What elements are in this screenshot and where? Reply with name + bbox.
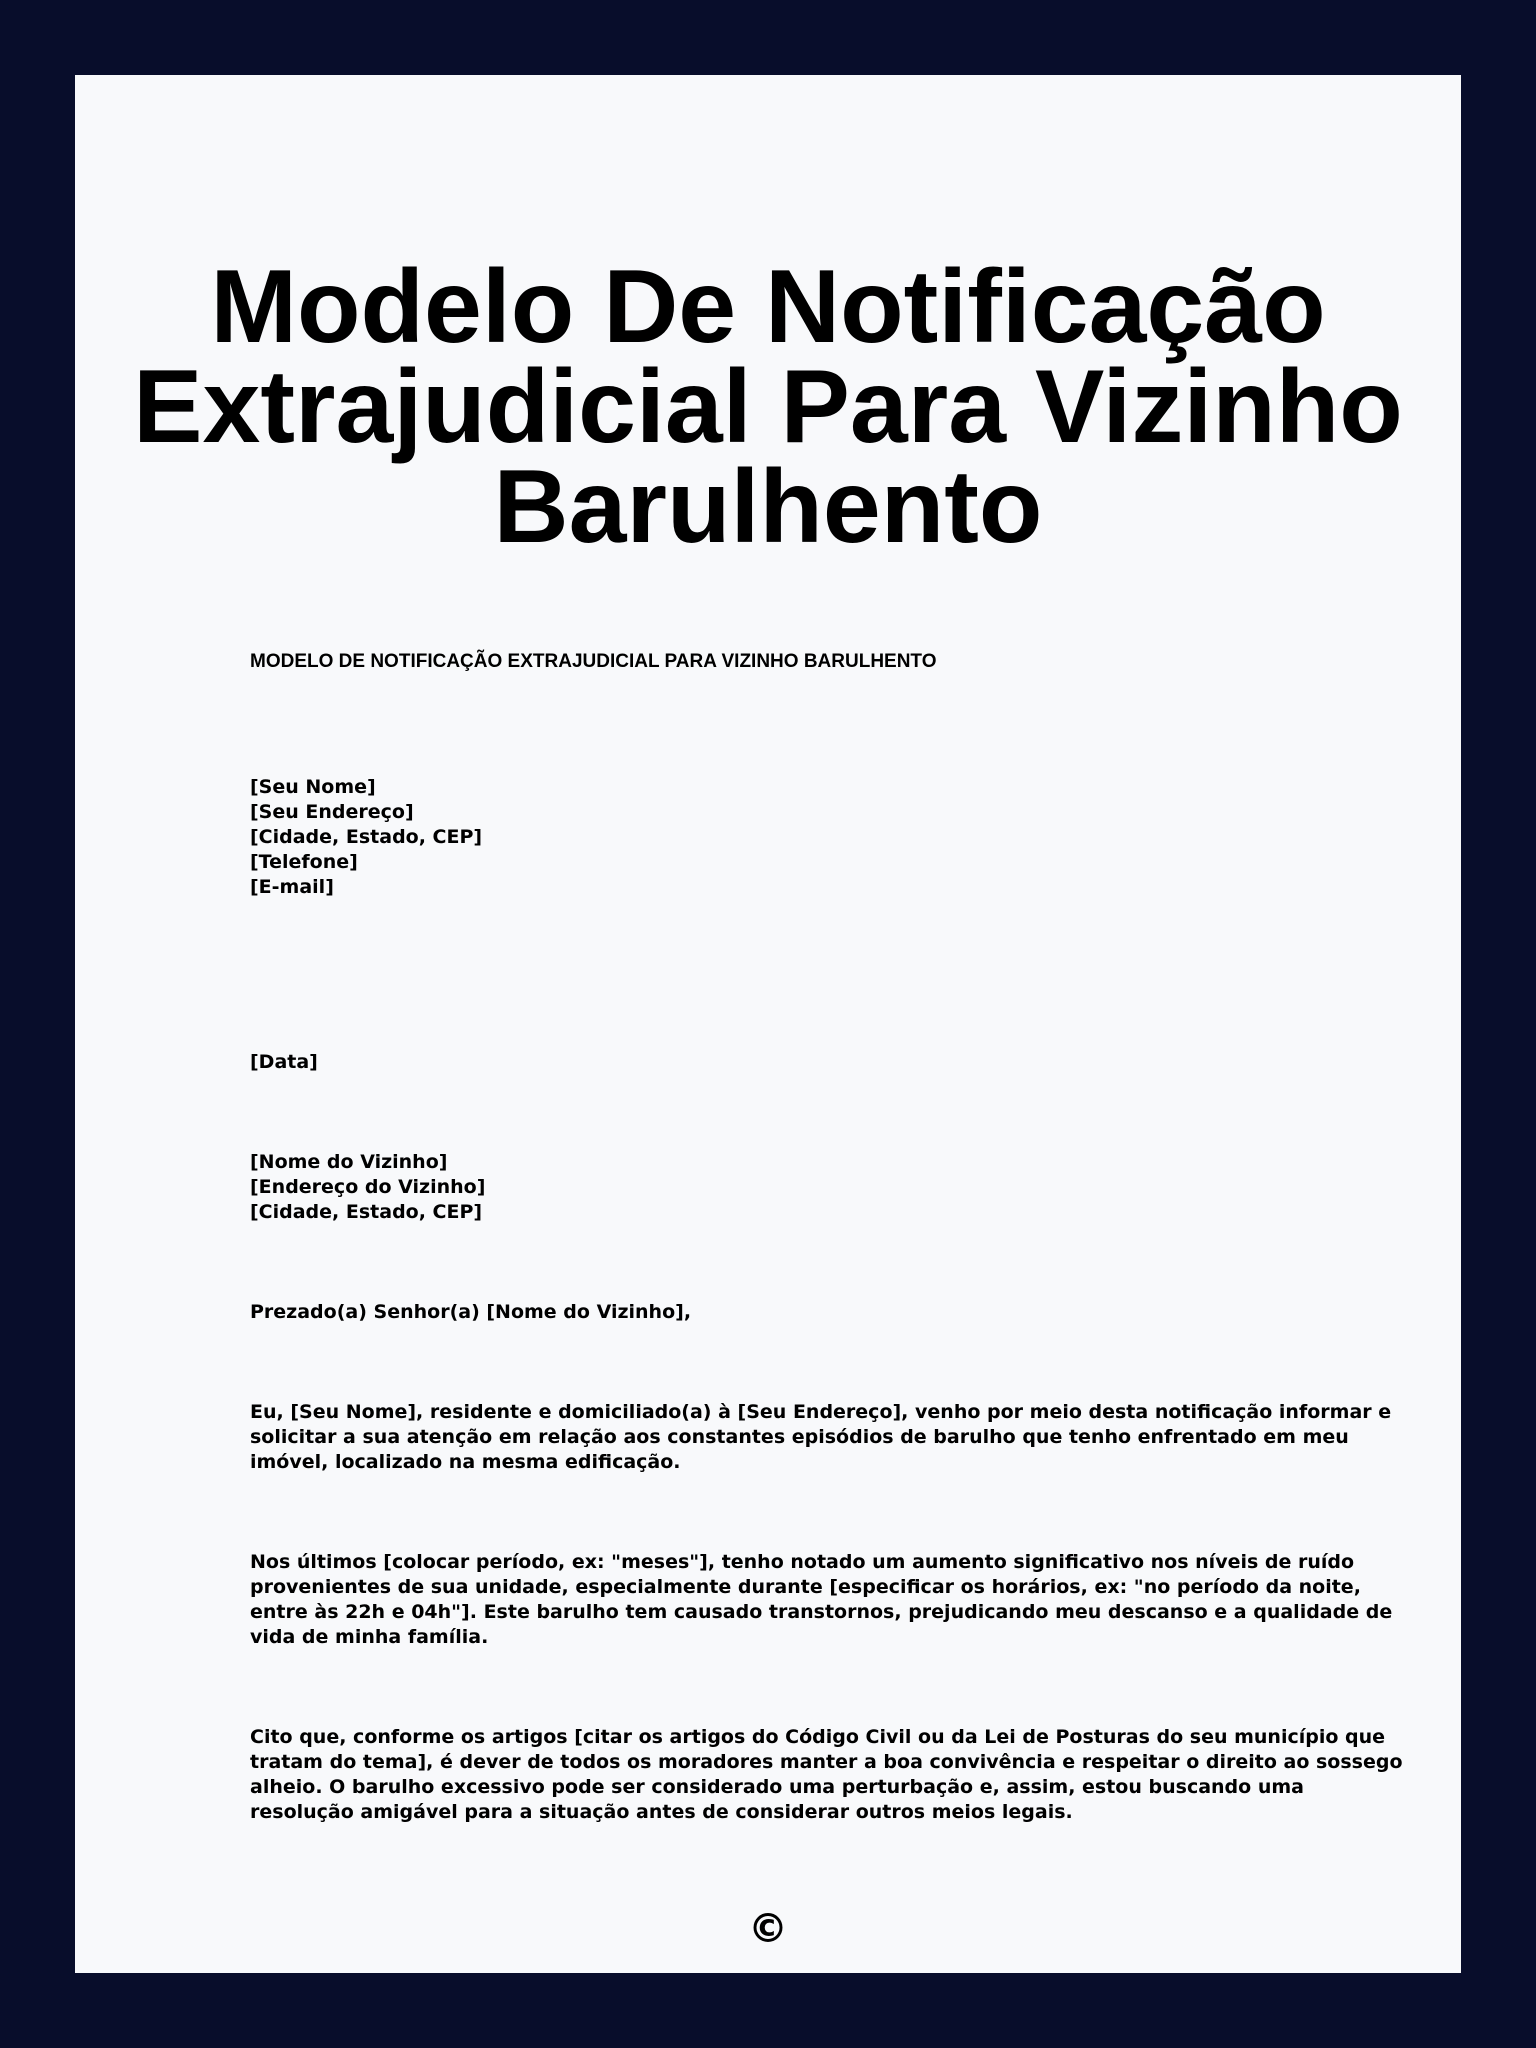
- recipient-address: [Endereço do Vizinho]: [250, 1176, 486, 1198]
- sender-address: [Seu Endereço]: [250, 801, 414, 823]
- paragraph-line: tratam do tema], é dever de todos os moradores manter a boa convivência e respeitar o direito ao sossego: [250, 1751, 1403, 1773]
- paragraph-2: [250, 1550, 1393, 1650]
- paragraph-line: solicitar a sua atenção em relação aos constantes episódios de barulho que tenho enfrentado em meu: [250, 1426, 1349, 1448]
- sender-name: [Seu Nome]: [250, 776, 376, 798]
- document-title-line: Barulhento: [493, 449, 1043, 565]
- paragraph-line: Nos últimos [colocar período, ex: "meses"], tenho notado um aumento significativo nos níveis de ruído: [250, 1551, 1355, 1573]
- document-title-line: Modelo De Notificação: [210, 249, 1326, 365]
- recipient-city: [Cidade, Estado, CEP]: [250, 1201, 483, 1223]
- sender-phone: [Telefone]: [250, 851, 358, 873]
- recipient-block: [250, 1150, 1310, 1225]
- paragraph-line: imóvel, localizado na mesma edificação.: [250, 1451, 681, 1473]
- document-title-line: Extrajudicial Para Vizinho: [133, 349, 1403, 465]
- document-page: [75, 75, 1461, 1973]
- greeting: Prezado(a) Senhor(a) [Nome do Vizinho],: [250, 1301, 692, 1323]
- paragraph-line: Eu, [Seu Nome], residente e domiciliado(a) à [Seu Endereço], venho por meio desta notificação informar e: [250, 1401, 1392, 1423]
- paragraph-line: vida de minha família.: [250, 1626, 489, 1648]
- paragraph-line: resolução amigável para a situação antes de considerar outros meios legais.: [250, 1801, 1073, 1823]
- copyright-icon: ©: [748, 1906, 788, 1952]
- paragraph-line: Cito que, conforme os artigos [citar os artigos do Código Civil ou da Lei de Posturas do seu município que: [250, 1726, 1386, 1748]
- paragraph-line: alheio. O barulho excessivo pode ser considerado uma perturbação e, assim, estou buscando uma: [250, 1776, 1304, 1798]
- letter-date: [Data]: [250, 1051, 318, 1073]
- recipient-name: [Nome do Vizinho]: [250, 1151, 448, 1173]
- paragraph-1: [250, 1400, 1392, 1475]
- paragraph-line: provenientes de sua unidade, especialmente durante [especificar os horários, ex: "no período da noite,: [250, 1576, 1361, 1598]
- paragraph-line: entre às 22h e 04h"]. Este barulho tem causado transtornos, prejudicando meu descanso e a qualidade de: [250, 1601, 1393, 1623]
- sender-email: [E-mail]: [250, 876, 334, 898]
- sender-block: [250, 775, 1310, 900]
- paragraph-3: [250, 1725, 1403, 1825]
- letter-heading: MODELO DE NOTIFICAÇÃO EXTRAJUDICIAL PARA VIZINHO BARULHENTO: [250, 651, 937, 672]
- document-title: [75, 249, 1461, 565]
- sender-city: [Cidade, Estado, CEP]: [250, 826, 483, 848]
